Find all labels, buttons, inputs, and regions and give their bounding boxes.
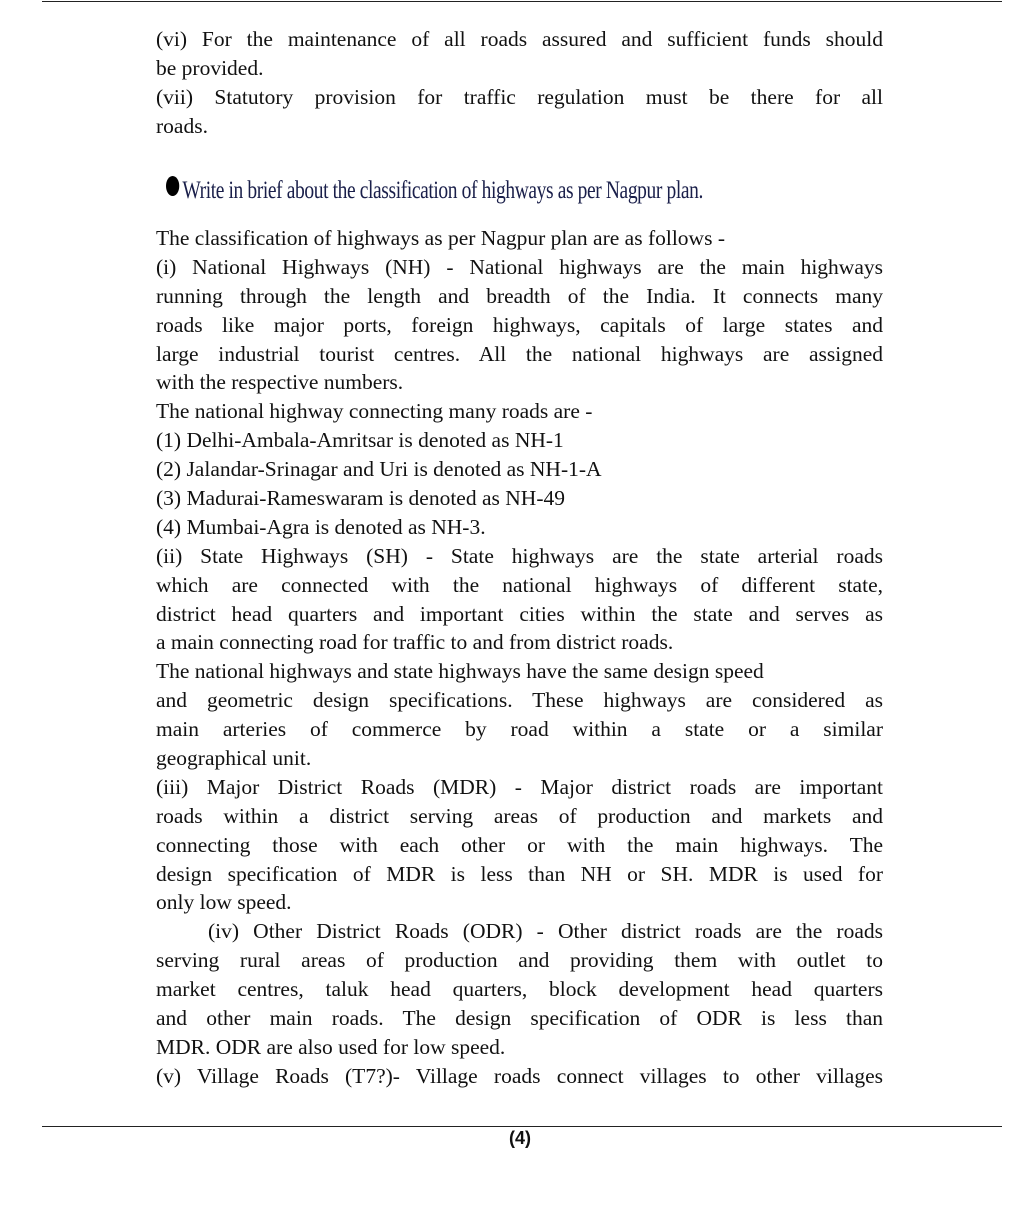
text-line: (iv) Other District Roads (ODR) - Other district roads are the roads bbox=[208, 919, 883, 944]
text-line: a main connecting road for traffic to and from district roads. bbox=[156, 630, 674, 655]
text-line: and other main roads. The design specification of ODR is less than bbox=[156, 1006, 883, 1031]
list-item: (4) Mumbai-Agra is denoted as NH-3. bbox=[156, 514, 486, 539]
text-line: roads within a district serving areas of production and markets and bbox=[156, 803, 883, 828]
text-line: with the respective numbers. bbox=[156, 370, 404, 395]
text-line: which are connected with the national highways of different state, bbox=[156, 572, 883, 597]
footer-rule bbox=[42, 1126, 1002, 1127]
text-line: main arteries of commerce by road within a state or a similar bbox=[156, 717, 883, 742]
text-line: The national highway connecting many roads are - bbox=[156, 399, 593, 424]
text-line: The national highways and state highways have the same design speed bbox=[156, 659, 764, 684]
text-line: running through the length and breadth of the India. It connects many bbox=[156, 283, 883, 308]
top-paragraph bbox=[156, 25, 883, 141]
text-line: be provided. bbox=[156, 55, 264, 80]
text-line: (vi) For the maintenance of all roads assured and sufficient funds should bbox=[156, 27, 883, 51]
text-line: large industrial tourist centres. All the national highways are assigned bbox=[156, 341, 883, 366]
bullet-icon bbox=[166, 176, 179, 196]
text-line: market centres, taluk head quarters, block development head quarters bbox=[156, 977, 883, 1002]
text-line: connecting those with each other or with the main highways. The bbox=[156, 832, 883, 857]
text-line: design specification of MDR is less than NH or SH. MDR is used for bbox=[156, 861, 883, 886]
body-text bbox=[156, 224, 883, 1091]
text-line: only low speed. bbox=[156, 890, 292, 915]
text-line: (iii) Major District Roads (MDR) - Major district roads are important bbox=[156, 774, 883, 799]
text-line: (i) National Highways (NH) - National highways are the main highways bbox=[156, 254, 883, 279]
text-line: (vii) Statutory provision for traffic regulation must be there for all bbox=[156, 84, 883, 109]
heading-text: Write in brief about the classification of highways as per Nagpur plan. bbox=[182, 177, 703, 204]
top-rule bbox=[42, 1, 1002, 2]
text-line: geographical unit. bbox=[156, 746, 312, 771]
text-line: district head quarters and important cities within the state and serves as bbox=[156, 601, 883, 626]
text-line: (ii) State Highways (SH) - State highways are the state arterial roads bbox=[156, 543, 883, 568]
list-item: (2) Jalandar-Srinagar and Uri is denoted as NH-1-A bbox=[156, 457, 602, 482]
section-heading bbox=[166, 176, 703, 205]
text-line: roads. bbox=[156, 113, 208, 138]
text-line: and geometric design specifications. These highways are considered as bbox=[156, 688, 883, 713]
list-item: (3) Madurai-Rameswaram is denoted as NH-49 bbox=[156, 486, 565, 511]
page-number: (4) bbox=[509, 1128, 531, 1148]
text-line: (v) Village Roads (T7?)- Village roads connect villages to other villages bbox=[156, 1063, 883, 1088]
text-line: MDR. ODR are also used for low speed. bbox=[156, 1034, 506, 1059]
text-line: serving rural areas of production and providing them with outlet to bbox=[156, 948, 883, 973]
text-line: roads like major ports, foreign highways, capitals of large states and bbox=[156, 312, 883, 337]
text-line: The classification of highways as per Nagpur plan are as follows - bbox=[156, 226, 725, 250]
list-item: (1) Delhi-Ambala-Amritsar is denoted as NH-1 bbox=[156, 428, 564, 453]
